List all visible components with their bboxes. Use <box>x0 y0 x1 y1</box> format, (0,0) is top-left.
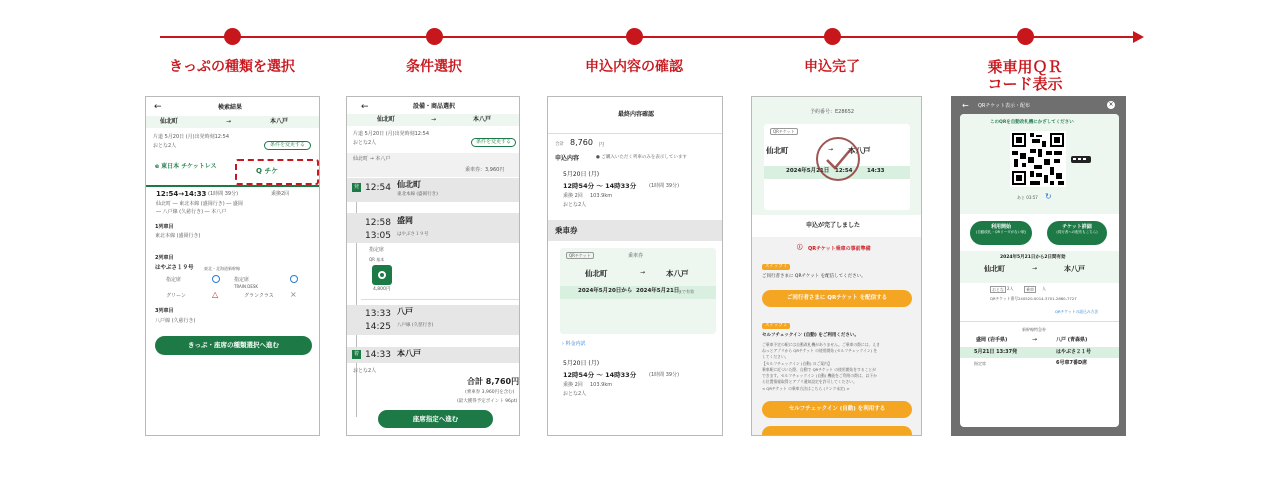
step-2-title: セルフチェックイン (自動) をご利用ください。 <box>762 333 859 338</box>
passenger-count: おとな2人 <box>563 202 587 208</box>
start-use-button[interactable]: 利用開始 (自動改札・QRリーダがない駅) <box>970 221 1032 245</box>
from-station: 仙北町 <box>984 265 1005 273</box>
arrive-time-2: 13:33 <box>365 309 391 319</box>
timeline-dot-3 <box>626 28 643 45</box>
qr-number-label: QRチケット番号 <box>990 296 1019 301</box>
back-arrow-icon[interactable]: ← <box>361 102 369 112</box>
train-1: 東北本線 (盛岡行き) <box>397 192 438 197</box>
step-2-body: ら位置情報取得とアプリ通知設定を許可してください。 <box>762 379 857 384</box>
to-station-2: 八戸 (青森県) <box>1056 337 1088 343</box>
duration: (1時間 39分) <box>208 191 239 197</box>
step-2-body: できます。セルフチェックイン (自動) 機能をご利用の際は、以下か <box>762 373 877 378</box>
extra-button[interactable] <box>762 426 912 436</box>
station-morioka: 盛岡 <box>397 216 413 225</box>
qr-read-method-link[interactable]: QRチケットの読込み方法 <box>1055 309 1099 314</box>
step-2-body: 【セルフチェックイン (自動) のご案内】 <box>762 361 832 366</box>
screen-condition-select <box>346 96 520 436</box>
arrow-icon: → <box>226 118 232 125</box>
option-price: 4,800円 <box>373 287 391 292</box>
segment-3-label: 3列車目 <box>155 308 174 314</box>
ticket-detail-button[interactable]: チケット詳細 (同行者への配布もこちら) <box>1047 221 1107 245</box>
route-line-1: 仙北町 ― 東北本線 (盛岡行き) ― 盛岡 <box>156 201 243 207</box>
station-hachinohe: 八戸 <box>397 307 413 316</box>
valid-date: 2024年5月21日から2日間有効 <box>1000 255 1066 260</box>
refresh-icon[interactable]: ↻ <box>1045 192 1052 201</box>
eticket-tab[interactable]: e 東日本 チケットレス <box>155 163 217 170</box>
passenger-count: おとな2人 <box>353 140 377 146</box>
seat-type: 指定席 <box>974 361 986 366</box>
send-qr-button[interactable]: ご同行者さまに QRチケット を配信する <box>762 290 912 307</box>
passenger-tag: おとな <box>992 287 1004 292</box>
passenger-count-2: おとな2人 <box>353 368 377 374</box>
to-station: 本八戸 <box>270 118 289 125</box>
depart-time: 12:54 <box>365 183 391 193</box>
proceed-seat-button[interactable]: 座席指定へ進む <box>378 410 493 428</box>
distance-2: 103.9km <box>590 382 613 388</box>
depart-time-2: 13:05 <box>365 231 391 241</box>
trip-date: 片道 5月20日 (月)出発時刻12:54 <box>353 131 430 137</box>
total-label: 合計 <box>555 142 564 147</box>
timeline-dot-1 <box>224 28 241 45</box>
step-1-tag: ステップ１ <box>762 264 790 270</box>
timeline-dot-5 <box>1017 28 1034 45</box>
step-label-4: 申込完了 <box>804 59 860 75</box>
seat-option-desk[interactable]: 指定席 <box>234 277 250 283</box>
qr-instruction: このQRを自動改札機にかざしてください <box>990 120 1074 125</box>
arrive-time-final: 14:33 <box>365 350 391 360</box>
timeline-arrowhead <box>1133 31 1144 43</box>
screen-title: 設備・商品選択 <box>413 103 456 110</box>
cross-icon: × <box>290 290 297 299</box>
section-ticket: 乗車券 <box>555 226 578 235</box>
duration-2: (1時間 39分) <box>649 372 680 378</box>
segment-3-train: 八戸線 (久慈行き) <box>155 318 196 324</box>
depart-time-3: 14:25 <box>365 322 391 332</box>
segment-2-train: はやぶさ１９号 <box>155 265 194 271</box>
remaining-time: あと 03:57 <box>1017 195 1038 200</box>
step-label-5: 乗車用ＱＲ コード表示 <box>987 58 1063 93</box>
step-2-body: 乗車駅に近づいた際、自動で QRチケット の使用開始をすることが <box>762 367 877 372</box>
circle-icon <box>212 275 220 283</box>
ticket-kind-tag: 乗車 <box>1026 287 1034 292</box>
valid-from: 2024年5月20日から <box>578 288 633 294</box>
self-checkin-button[interactable]: セルフチェックイン (自動) を利用する <box>762 401 912 418</box>
depart-icon: 発 <box>353 184 359 190</box>
proceed-seat-type-button[interactable]: きっぷ・座席の種類選択へ進む <box>155 336 312 355</box>
trip-time-2: 12時54分 〜 14時33分 <box>563 371 637 379</box>
notice-heading: QRチケット乗車の事前準備 <box>808 246 871 252</box>
arrow-icon: → <box>431 116 437 123</box>
depart-time: 12:54 <box>835 168 853 174</box>
back-arrow-icon[interactable]: ← <box>962 101 969 110</box>
arrive-station: 本八戸 <box>397 349 421 358</box>
step-2-tag: ステップ２ <box>762 323 790 329</box>
train-date-time: 5月21日 13:37発 <box>974 349 1018 355</box>
route-summary: 仙北町 → 本八戸 <box>353 156 391 162</box>
qr-method-link[interactable]: < QRチケット の乗車方法はこちら (リンク未定) > <box>762 386 850 391</box>
timeline-line <box>160 36 1135 38</box>
done-message: 申込が完了しました <box>806 222 861 229</box>
step-2-body: ご乗車予定の駅には自動改札機がありません。ご乗車の際には、えき <box>762 342 880 347</box>
screen-title: QRチケット表示・配布 <box>978 103 1030 109</box>
duration: (1時間 39分) <box>649 183 680 189</box>
total-amount: 8,760 <box>570 138 593 147</box>
segment-1-label: 1列車目 <box>155 224 174 230</box>
step-2-body: してください。 <box>762 354 789 359</box>
train-2: はやぶさ１９号 <box>397 232 429 237</box>
screen-complete <box>751 96 922 436</box>
screen-qr-display <box>951 96 1126 436</box>
seat-number: 6号車7番D席 <box>1056 360 1088 366</box>
fare-detail-link[interactable]: › 料金内訳 <box>562 341 586 347</box>
from-station: 仙北町 <box>585 269 608 278</box>
qr-option-button[interactable] <box>372 265 392 285</box>
segment-1-train: 東北本線 (盛岡行き) <box>155 233 201 239</box>
step-label-1: きっぷの種類を選択 <box>169 59 295 75</box>
seat-option-reserved[interactable]: 指定席 <box>166 277 182 283</box>
to-station: 本八戸 <box>473 116 492 123</box>
arrow-icon: → <box>1032 265 1038 272</box>
from-station: 仙北町 <box>766 146 789 155</box>
arrow-icon: → <box>1032 336 1038 343</box>
trip-time: 12時54分 〜 14時33分 <box>563 182 637 190</box>
total-breakdown: (乗車券 3,960円を含む) <box>465 390 515 395</box>
arrow-icon: → <box>828 146 834 153</box>
ticket-date: 2024年5月21日 <box>786 168 830 174</box>
circle-icon <box>290 275 298 283</box>
to-station: 本八戸 <box>666 269 689 278</box>
screen-confirm <box>547 96 723 436</box>
screen-title: 最終内容確認 <box>618 111 655 118</box>
arrive-time-1: 12:58 <box>365 218 391 228</box>
back-arrow-icon[interactable]: ← <box>154 102 162 112</box>
qr-code-icon <box>1010 131 1066 187</box>
time-range: 12:54→14:33 <box>156 190 207 198</box>
valid-to: 2024年5月21日 <box>636 288 680 294</box>
step-2-body: ねっとアプリから QRチケット の使用開始 (セルフチェックイン) を <box>762 348 878 353</box>
passenger-count: 2人 <box>1007 286 1014 291</box>
seat-reserved-label: 指定席 <box>369 247 385 253</box>
trip-date: 片道 5月20日 (月)出発時刻12:54 <box>153 134 230 140</box>
step-1-text: ご同行者さまに QRチケット を配信してください。 <box>762 274 866 279</box>
triangle-icon: △ <box>212 290 219 299</box>
seat-option-green[interactable]: グリーン <box>166 293 186 299</box>
step-label-3: 申込内容の確認 <box>585 59 683 75</box>
route-line-2: ― 八戸線 (久慈行き) ― 本八戸 <box>156 209 227 215</box>
ticket-type: 乗車券 <box>628 253 644 259</box>
shinkansen-ticket-label: 新幹線特急券 <box>1022 327 1046 332</box>
segment-2-label: 2列車目 <box>155 255 174 261</box>
reservation-number: 予約番号：E28652 <box>810 109 855 115</box>
fare-amount: 乗車券：3,960円 <box>465 167 505 173</box>
qr-number: 240520-0014-3701-2860-7727 <box>1018 296 1077 301</box>
change-condition-button[interactable]: 条件を変更する <box>471 138 516 147</box>
trip-date-2: 5月20日 (月) <box>563 360 600 367</box>
screen-title: 検索結果 <box>218 104 243 111</box>
from-station: 仙北町 <box>160 118 179 125</box>
yen-unit: 円 <box>599 142 605 148</box>
transfer-count: 乗換 2回 <box>563 193 583 199</box>
points-info: (最大獲得予定ポイント 96pt) <box>457 399 518 404</box>
arrive-time: 14:33 <box>867 168 885 174</box>
transfer-count: 乗換2回 <box>271 191 290 197</box>
passenger-count-2: おとな2人 <box>563 391 587 397</box>
from-station-2: 盛岡 (岩手県) <box>976 337 1008 343</box>
valid-suffix: まで有効 <box>678 289 694 294</box>
from-station: 仙北町 <box>377 116 396 123</box>
change-condition-button[interactable]: 条件を変更する <box>264 141 311 150</box>
passenger-count: おとな2人 <box>153 143 177 149</box>
segment-2-line: 東北・北海道新幹線 <box>204 266 240 271</box>
check-circle-icon <box>814 135 862 183</box>
trip-date: 5月20日 (月) <box>563 171 600 178</box>
to-station: 本八戸 <box>1064 265 1085 273</box>
distance: 103.9km <box>590 193 613 199</box>
qr-ticket-tag: QRチケット <box>770 128 798 135</box>
ticket-count: 人 <box>1042 286 1046 291</box>
timeline-dot-4 <box>824 28 841 45</box>
seat-option-granclass[interactable]: グランクラス <box>244 293 274 299</box>
seat-option-desk-sub: TRAIN DESK <box>234 284 259 289</box>
close-icon[interactable]: × <box>1108 101 1114 108</box>
alert-icon: ⓘ <box>797 245 803 251</box>
total-price: 合計 8,760円 <box>467 377 520 386</box>
arrive-icon: 着 <box>353 351 359 357</box>
train-icon <box>1070 155 1096 165</box>
step-label-2: 条件選択 <box>406 59 462 75</box>
arrow-icon: → <box>640 269 646 276</box>
qr-ticket-tab[interactable]: Q チケ <box>256 167 279 175</box>
timeline-dot-2 <box>426 28 443 45</box>
to-station: 本八戸 <box>848 146 871 155</box>
train-3: 八戸線 (久慈行き) <box>397 323 434 328</box>
transfer-count-2: 乗換 2回 <box>563 382 583 388</box>
qr-basic-label: QR 基本 <box>369 257 385 262</box>
note-text: ● ご購入いただく列車のみを表示しています <box>596 155 687 160</box>
depart-station: 仙北町 <box>397 180 421 189</box>
section-content: 申込内容 <box>555 155 580 162</box>
screen-ticket-select <box>145 96 320 436</box>
qr-ticket-tag: QRチケット <box>566 252 594 259</box>
train-name: はやぶさ２１号 <box>1056 349 1092 355</box>
